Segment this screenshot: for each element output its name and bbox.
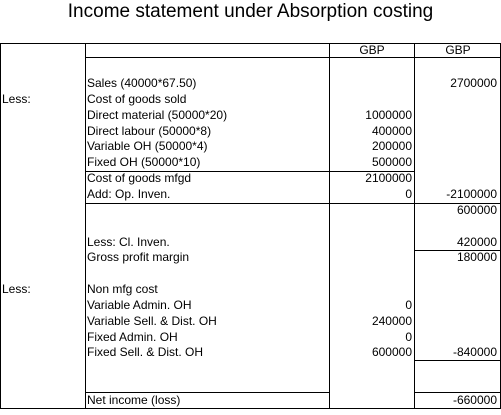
row-label: Variable Admin. OH (87, 298, 192, 312)
statement-title: Income statement under Absorption costing (67, 1, 434, 22)
row-label: Non mfg cost (87, 282, 158, 296)
row-amount-col2: 180000 (456, 250, 497, 264)
income-statement-table (0, 43, 501, 409)
row-amount-col1: 200000 (371, 139, 412, 153)
row-label: Gross profit margin (87, 250, 190, 264)
row-label: Fixed Sell. & Dist. OH (87, 345, 204, 359)
row-label: Add: Op. Inven. (87, 187, 171, 201)
row-label: Variable Sell. & Dist. OH (87, 314, 217, 328)
row-prefix: Less: (2, 92, 31, 106)
row-prefix: Less: (2, 282, 31, 296)
row-amount-col1: 0 (405, 187, 412, 201)
row-amount-col1: 0 (405, 298, 412, 312)
row-amount-col1: 2100000 (365, 171, 412, 185)
column-header-gbp-1: GBP (359, 43, 385, 57)
row-label: Fixed Admin. OH (87, 330, 178, 344)
row-label: Direct material (50000*20) (87, 108, 228, 122)
row-amount-col2: 420000 (456, 235, 497, 249)
row-amount-col2: -2100000 (446, 187, 497, 201)
row-amount-col1: 0 (405, 330, 412, 344)
row-label: Less: Cl. Inven. (87, 235, 170, 249)
row-label: Net income (loss) (87, 393, 181, 407)
row-label: Cost of goods sold (87, 92, 187, 106)
row-label: Fixed OH (50000*10) (87, 155, 201, 169)
row-amount-col2: -660000 (452, 393, 497, 407)
row-label: Sales (40000*67.50) (87, 76, 197, 90)
row-amount-col1: 400000 (371, 124, 412, 138)
label-rule-bottom-1 (85, 203, 330, 204)
row-amount-col2: 600000 (456, 203, 497, 217)
row-label: Direct labour (50000*8) (87, 124, 212, 138)
col1-rule-bottom-1 (330, 203, 414, 204)
row-amount-col1: 1000000 (365, 108, 412, 122)
row-label: Cost of goods mfgd (87, 171, 192, 185)
row-label: Variable OH (50000*4) (87, 139, 208, 153)
row-amount-col1: 600000 (371, 345, 412, 359)
column-header-gbp-2: GBP (445, 43, 471, 57)
col2-rule-net-1 (415, 360, 501, 361)
row-amount-col2: 2700000 (450, 76, 497, 90)
row-amount-col1: 500000 (371, 155, 412, 169)
row-amount-col2: -840000 (452, 345, 497, 359)
row-amount-col1: 240000 (371, 314, 412, 328)
